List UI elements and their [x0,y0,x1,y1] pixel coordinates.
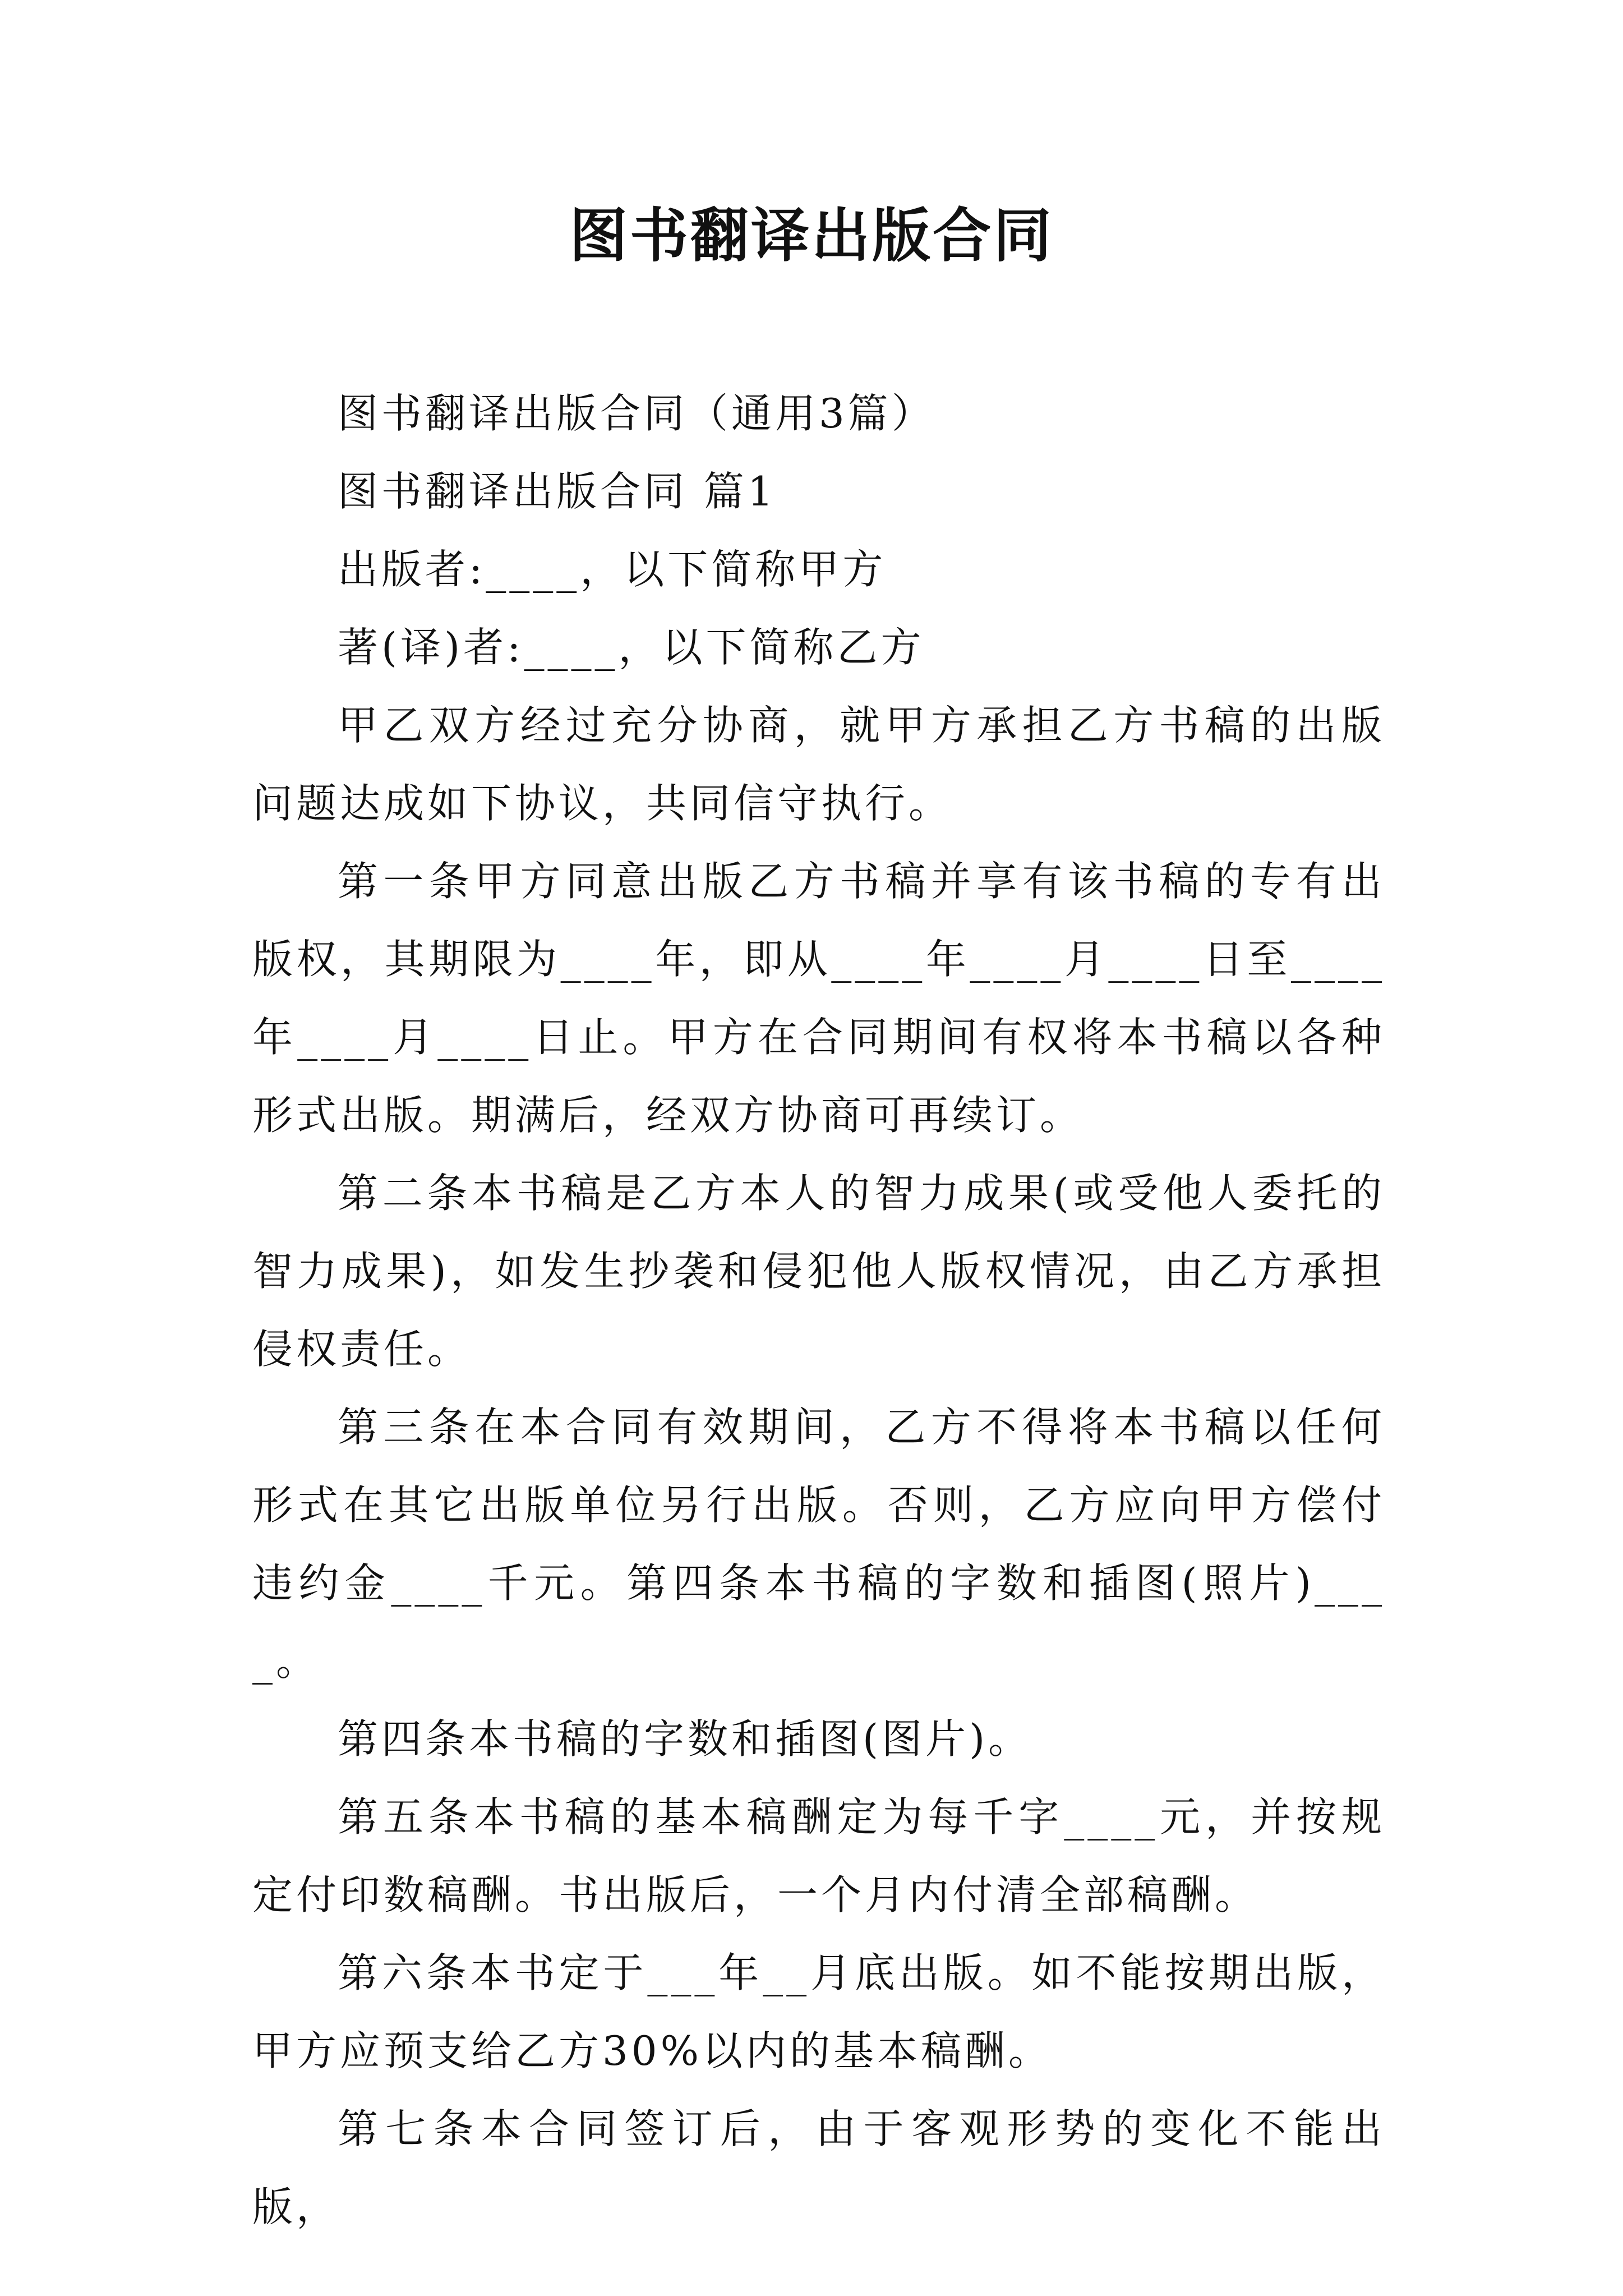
paragraph-article-2: 第二条本书稿是乙方本人的智力成果(或受他人委托的智力成果)，如发生抄袭和侵犯他人版权情况，由乙方承担侵权责任。 [252,1170,1385,1373]
paragraph-preamble: 甲乙双方经过充分协商，就甲方承担乙方书稿的出版问题达成如下协议，共同信守执行。 [252,702,1385,827]
paragraph-subtitle: 图书翻译出版合同（通用3篇） [338,390,935,437]
paragraph-section-heading: 图书翻译出版合同 篇1 [338,468,777,515]
paragraph-article-1: 第一条甲方同意出版乙方书稿并享有该书稿的专有出版权，其期限为____年，即从____年____月____日至____年____月____日止。甲方在合同期间有权将本书稿以各种形式出版。期满后，经双方协商可再续订。 [252,858,1385,1139]
document-title: 图书翻译出版合同 [569,201,1054,270]
paragraph-article-7: 第七条本合同签订后，由于客观形势的变化不能出版， [252,2105,1385,2230]
paragraph-article-3: 第三条在本合同有效期间，乙方不得将本书稿以任何形式在其它出版单位另行出版。否则，乙方应向甲方偿付违约金____千元。第四条本书稿的字数和插图(照片)____。 [252,1404,1385,1685]
paragraph-publisher: 出版者:____，以下简称甲方 [338,546,887,593]
paragraph-article-5: 第五条本书稿的基本稿酬定为每千字____元，并按规定付印数稿酬。书出版后，一个月内付清全部稿酬。 [252,1793,1385,1918]
document-body [252,375,1385,2246]
paragraph-article-6: 第六条本书定于___年__月底出版。如不能按期出版，甲方应预支给乙方30%以内的基本稿酬。 [252,1949,1385,2074]
paragraph-article-4: 第四条本书稿的字数和插图(图片)。 [338,1715,1032,1763]
paragraph-author: 著(译)者:____，以下简称乙方 [338,624,925,671]
